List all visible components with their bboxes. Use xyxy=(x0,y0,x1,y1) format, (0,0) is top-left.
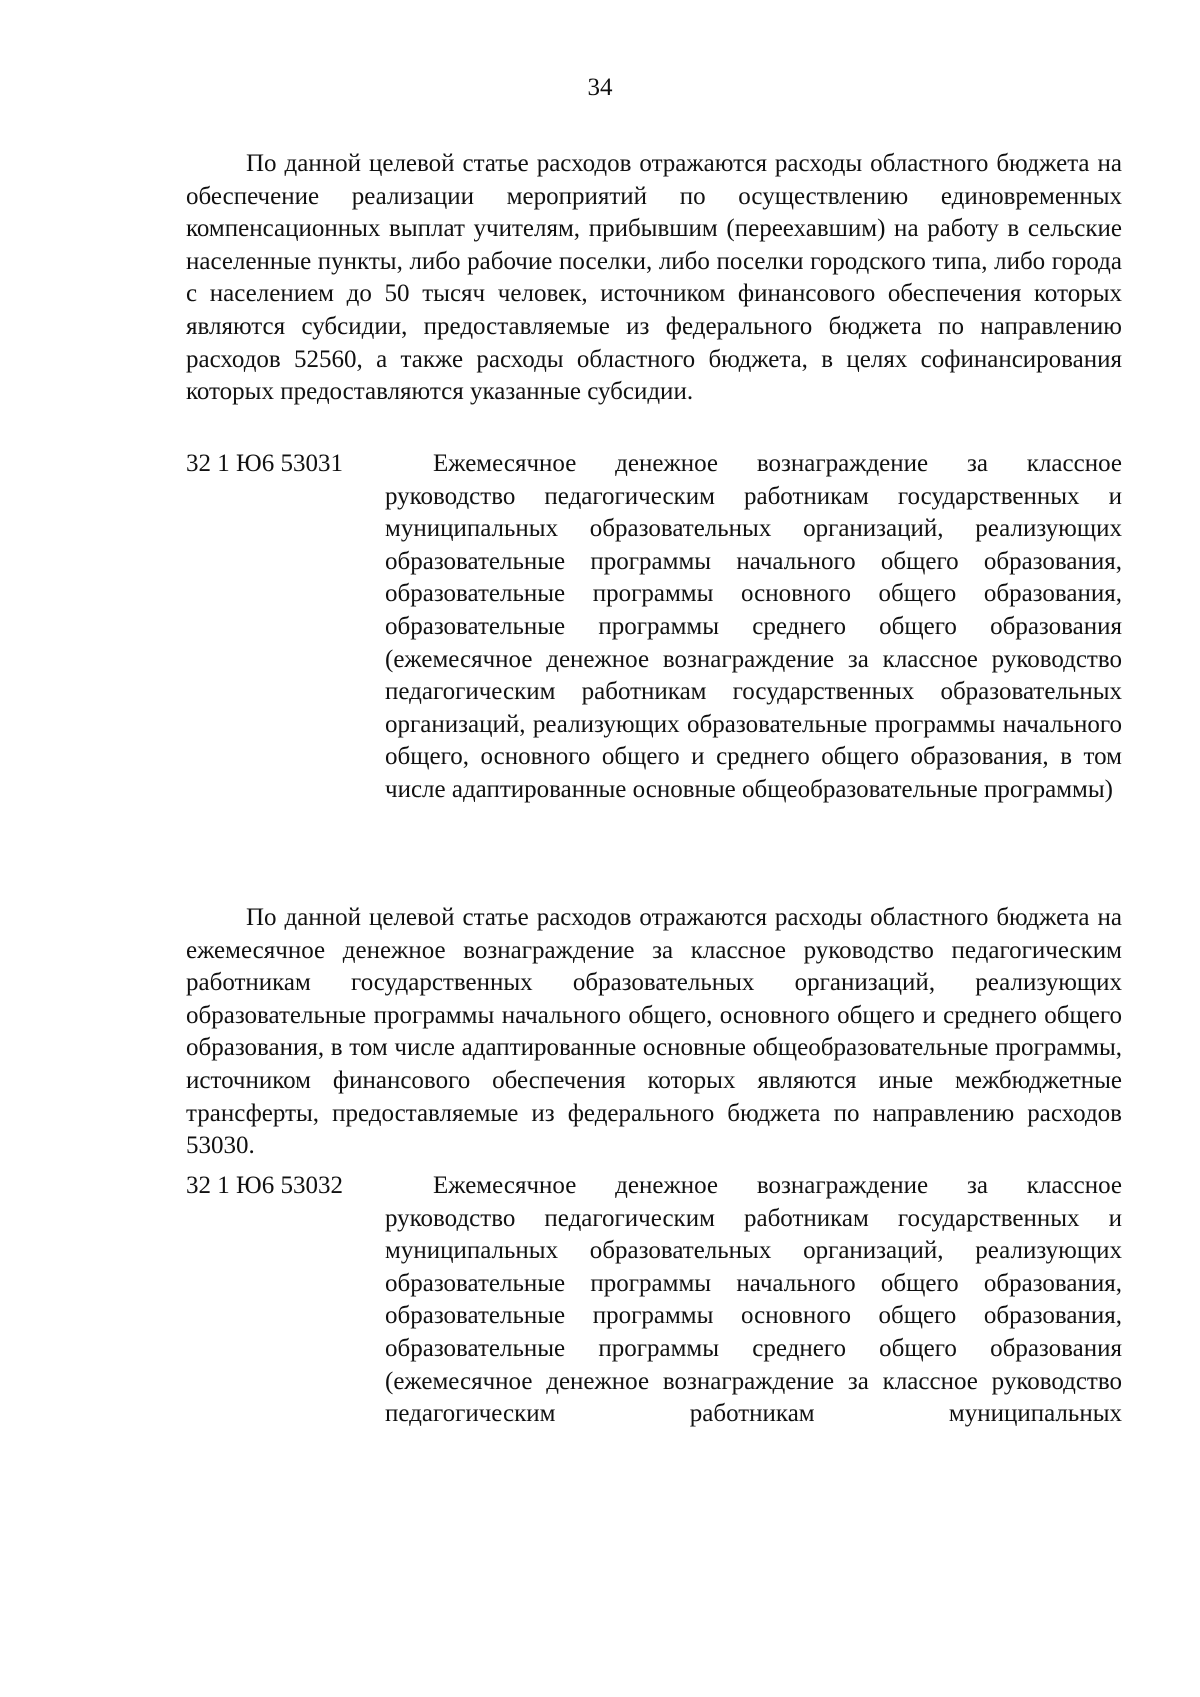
entry-2-code: 32 1 Ю6 53032 xyxy=(186,1172,343,1199)
entry-1-text: Ежемесячное денежное вознаграждение за классное руководство педагогическим работникам государственных и муниципальных образовательных организаций, реализующих образовательные программы начального общего образования, образовательные программы основного общего образования, образовательные программы среднего общего образования (ежемесячное денежное вознаграждение за классное руководство педагогическим работникам государственных образовательных организаций, реализующих образовательные программы начального общего, основного общего и среднего общего образования, в том числе адаптированные основные общеобразовательные программы) xyxy=(385,450,1122,803)
paragraph-1: По данной целевой статье расходов отражаются расходы областного бюджета на обеспечение реализации мероприятий по осуществлению единовременных компенсационных выплат учителям, прибывшим (переехавшим) на работу в сельские населенные пункты, либо рабочие поселки, либо поселки городского типа, либо города с населением до 50 тысяч человек, источником финансового обеспечения которых являются субсидии, предоставляемые из федерального бюджета по направлению расходов 52560, а также расходы областного бюджета, в целях софинансирования которых предоставляются указанные субсидии. xyxy=(186,150,1122,406)
page-number: 34 xyxy=(587,74,613,101)
entry-2-text: Ежемесячное денежное вознаграждение за классное руководство педагогическим работникам государственных и муниципальных образовательных организаций, реализующих образовательные программы начального общего образования, образовательные программы основного общего образования, образовательные программы среднего общего образования (ежемесячное денежное вознаграждение за классное руководство педагогическим работникам муниципальных xyxy=(385,1172,1122,1428)
entry-1-code: 32 1 Ю6 53031 xyxy=(186,450,343,477)
paragraph-2: По данной целевой статье расходов отражаются расходы областного бюджета на ежемесячное денежное вознаграждение за классное руководство педагогическим работникам государственных образовательных организаций, реализующих образовательные программы начального общего, основного общего и среднего общего образования, в том числе адаптированные основные общеобразовательные программы, источником финансового обеспечения которых являются иные межбюджетные трансферты, предоставляемые из федерального бюджета по направлению расходов 53030. xyxy=(186,904,1122,1160)
